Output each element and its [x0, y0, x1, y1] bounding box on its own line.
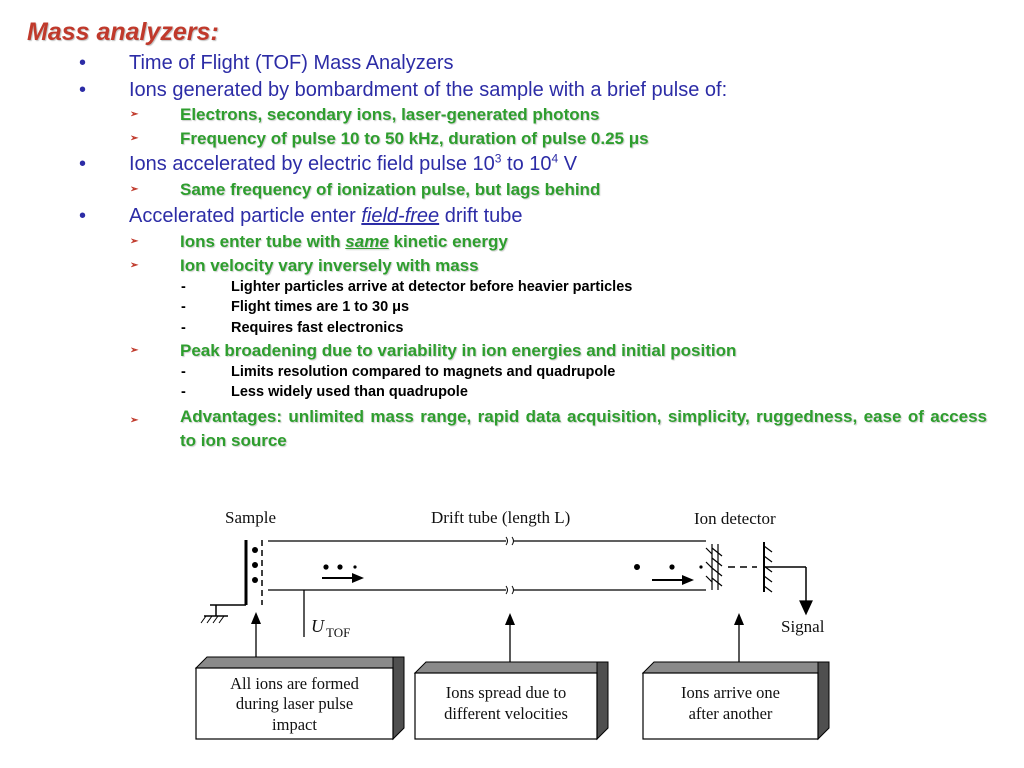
bullet-text: Ions generated by bombardment of the sample with a brief pulse of: — [129, 79, 728, 101]
bullet-marker: • — [79, 79, 87, 101]
pointer-arrow — [505, 613, 515, 664]
callout-box-formed — [196, 657, 404, 739]
bullet-text: drift tube — [439, 205, 523, 227]
box-line: Ions arrive one — [681, 683, 780, 702]
pointer-arrow — [251, 612, 261, 658]
ion-dot — [252, 547, 258, 553]
bullet-text: V — [558, 153, 578, 175]
box-line: after another — [688, 704, 773, 723]
bullet-text: Time of Flight (TOF) Mass Analyzers — [129, 52, 454, 74]
arrow-marker-icon: ➢ — [130, 415, 139, 426]
box-line: different velocities — [444, 704, 568, 723]
arrow-right-icon — [322, 573, 364, 583]
sub-bullet-text: Peak broadening due to variability in ion energies and initial position — [180, 341, 737, 360]
emphasis-text: field-free — [361, 205, 440, 227]
superscript: 4 — [551, 151, 559, 166]
bullet-text: Accelerated particle enter — [129, 205, 362, 227]
dash-marker: - — [181, 320, 186, 336]
ion-dot — [337, 564, 342, 569]
box-line: All ions are formed — [230, 674, 359, 693]
unit-text: μs — [628, 129, 649, 148]
dash-text: Less widely used than quadrupole — [231, 384, 468, 400]
unit-text: μs — [392, 299, 410, 315]
sub-bullet-text: Advantages: unlimited mass range, rapid data acquisition, simplicity, ruggedness, ease of access to ion source — [180, 407, 987, 450]
callout-box-arrive — [643, 662, 829, 739]
voltage-subscript: TOF — [326, 625, 351, 640]
dash-marker: - — [181, 384, 186, 400]
bullet-marker: • — [79, 205, 87, 227]
arrow-right-icon — [652, 575, 694, 585]
drift-tube — [268, 537, 706, 594]
ion-dot — [323, 564, 328, 569]
dash-marker: - — [181, 279, 186, 295]
ion-dot — [252, 577, 258, 583]
sub-bullet-text: Frequency of pulse 10 to 50 kHz, duration of pulse 0.25 — [180, 129, 629, 148]
ion-dot — [252, 562, 258, 568]
box-line: during laser pulse — [235, 694, 354, 713]
arrow-marker-icon: ➢ — [130, 184, 139, 195]
bullet-marker: • — [79, 153, 87, 175]
sub-bullet-text: Electrons, secondary ions, laser-generated photons — [180, 105, 600, 124]
drift-tube-label: Drift tube (length L) — [431, 508, 571, 527]
dash-marker: - — [181, 299, 186, 315]
sample-label: Sample — [225, 508, 276, 527]
dash-text: Flight times are 1 to 30 — [231, 299, 393, 315]
callout-box-spread — [415, 662, 608, 739]
box-line: impact — [272, 715, 317, 734]
voltage-label: U — [311, 616, 324, 636]
pointer-arrow — [734, 613, 744, 664]
dash-text: Limits resolution compared to magnets and quadrupole — [231, 364, 616, 380]
arrow-marker-icon: ➢ — [130, 236, 139, 247]
ion-dot — [699, 565, 702, 568]
sub-bullet-text: Ion velocity vary inversely with mass — [180, 256, 479, 275]
box-line: Ions spread due to — [445, 683, 567, 702]
ion-dot — [634, 564, 640, 570]
sub-bullet-text: Ions enter tube with — [180, 232, 346, 251]
arrow-marker-icon: ➢ — [130, 133, 139, 144]
dash-marker: - — [181, 364, 186, 380]
bullet-text: Ions accelerated by electric field pulse 10 — [129, 153, 495, 175]
signal-label: Signal — [781, 617, 825, 636]
arrow-marker-icon: ➢ — [130, 109, 139, 120]
emphasis-text: same — [345, 232, 389, 251]
arrow-marker-icon: ➢ — [130, 260, 139, 271]
bullet-text: to 10 — [501, 153, 552, 175]
slide-title: Mass analyzers: — [27, 18, 219, 46]
ion-detector-label: Ion detector — [694, 509, 776, 528]
bullet-marker: • — [79, 52, 87, 74]
superscript: 3 — [494, 151, 502, 166]
arrow-marker-icon: ➢ — [130, 345, 139, 356]
ion-dot — [669, 564, 674, 569]
detector-plate — [764, 542, 812, 614]
sub-bullet-text: kinetic energy — [388, 232, 508, 251]
ion-dot — [353, 565, 356, 568]
dash-text: Requires fast electronics — [231, 320, 404, 336]
detector-grid — [706, 544, 722, 590]
dash-text: Lighter particles arrive at detector before heavier particles — [231, 279, 633, 295]
sub-bullet-text: Same frequency of ionization pulse, but lags behind — [180, 180, 601, 199]
